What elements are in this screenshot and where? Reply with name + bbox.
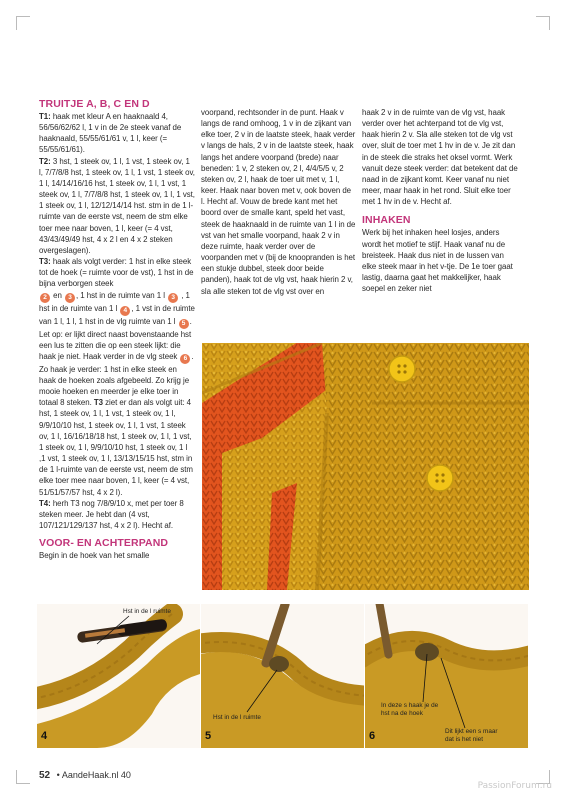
photo-number: 6: [369, 730, 376, 742]
paragraph-voorpand: voorpand, rechtsonder in de punt. Haak v langs de rand omhoog, 1 v in de zijkant van elke toer, 2 v in de laatste steek, haak verder v langs de hals, 2 v in de laatste steek, haak langs het andere voorpand (brede) naar beneden: 1 v, 2 steken ov, 2 l, 4/4/5/5 v, 2 steken ov, 2 l, haak de toer uit met v, 1 l, keer. Haak naar boven met v, ook boven de l. Hecht af. Vouw de brede kant met het boord over de smalle kant, speld het vast, steek de haaknaald in de ruimte van 1 l in de vst van het smalle voorpand, haak 2 v in deze ruimte, haak verder over de voorpanden met v (bij de knoopranden is het een stukje dubbel, steek door beide panden), haak tot de vlg vst, haak hierin 2 v, sla alle steken tot de vlg vst over en: [201, 108, 356, 296]
paragraph-voorpand-start: Begin in de hoek van het smalle: [39, 551, 150, 561]
photo-caption: Hst in de l ruimte: [213, 714, 261, 721]
step-badge: 3: [168, 293, 178, 303]
step-badge: 3: [65, 293, 75, 303]
step-photo-6: [365, 604, 528, 748]
crochet-fabric-illustration: [202, 343, 529, 590]
instruction-t3: T3: haak als volgt verder: 1 hst in elke steek tot de hoek (= ruimte voor de vst), 1 hst in de bijna verborgen steek 2 en 3 , 1 hst in de ruimte van 1 l 3 , 1 hst in de ruimte van 1 l 4 , 1 vst in de ruimte van 1 l, 1 l, 1 hst in de vlg ruimte van 1 l 5 . Let op: er lijkt direct naast bovenstaande hst een lus te zitten die op een steek lijkt: die haak je niet. Haak verder in de vlg steek 6 . Zo haak je verder: 1 hst in elke steek en haak de hoeken zoals afgebeeld. Zo krijg je mooie hoeken en meerder je elke toer in totaal 8 steken. T3 ziet er dan als volgt uit: 4 hst, 1 steek ov, 1 l, 1 vst, 1 steek ov, 1 l, 9/9/10/10 hst, 1 steek ov, 1 l, 1 vst, 1 steek ov, 1 l, 16/16/18/18 hst, 1 steek ov, 1 l, 1 vst, 1 steek ov, 1 l, 9/9/10/10 hst, 1 steek ov, 1 l ,1 vst, 1 steek ov, 1 l, 13/13/15/15 hst, stm in de 1 l-ruimte van de eerste vst, neem de stm elke toer mee naar boven, 1 l, keer (= 4 vst, 51/51/57/57 hst, 4 x 2 l).: [39, 257, 195, 497]
photo-number: 4: [41, 730, 48, 742]
step-badge: 5: [179, 319, 189, 329]
text-column-3: [362, 107, 520, 294]
step-badge: 2: [40, 293, 50, 303]
sweater-closeup-photo: [202, 343, 529, 590]
paragraph-inhaken: Werk bij het inhaken heel losjes, anders wordt het motief te stijf. Haak vanaf nu de breisteek. Haak dus niet in de lussen van elke steek maar in het v-tje. De 1e toer gaat lastig, daarna gaat het makkelijker, haak soepel en zeker niet: [362, 228, 513, 294]
text-column-2: [201, 107, 356, 297]
instruction-t2: T2: 3 hst, 1 steek ov, 1 l, 1 vst, 1 steek ov, 1 l, 7/7/8/8 hst, 1 steek ov, 1 l, 1 vst, 1 steek ov, 1 l, 14/14/16/16 hst, 1 steek ov, 1 l, 1 vst, 1 steek ov, 1 l, 7/7/8/8 hst, 1 steek ov, 1 l, 1 vst, 1 steek ov, 1 l, 12/12/14/14 hst. stm in de 1 l-ruimte van de eerste vst, neem de stm elke toer mee naar boven, 1 l, keer (= 4 vst, 43/43/49/49 hst, 4 x 2 l en 4 x 2 steken overgeslagen).: [39, 156, 195, 255]
button-yellow: [427, 465, 453, 491]
crop-mark: [536, 16, 550, 30]
pointer-lines: [405, 644, 495, 734]
watermark: PassionForum.ru: [477, 781, 552, 791]
photo-caption: Hst in de l ruimte: [123, 608, 171, 615]
text-column-1: [39, 98, 195, 561]
section-heading-truitje: TRUITJE A, B, C EN D: [39, 98, 150, 110]
pointer-line: [93, 614, 133, 648]
crop-mark: [16, 770, 30, 784]
pointer-line: [241, 666, 281, 716]
photo-caption: Dit lijkt een s maar dat is het niet: [445, 728, 498, 743]
instruction-t4: T4: herh T3 nog 7/8/9/10 x, met per toer 8 steken meer. Je hebt dan (4 vst, 107/121/129/137 hst, 4 x 2 l). Hecht af.: [39, 498, 184, 530]
crochet-hook-illustration: [201, 604, 364, 748]
crop-mark: [16, 16, 30, 30]
step-photo-5: [201, 604, 364, 748]
step-photo-4: [37, 604, 200, 748]
photo-number: 5: [205, 730, 212, 742]
page-number: 52: [39, 770, 51, 781]
step-badge: 6: [180, 354, 190, 364]
magazine-name: AandeHaak.nl 40: [61, 770, 131, 780]
section-heading-inhaken: INHAKEN: [362, 214, 411, 227]
footer-bullet: •: [56, 770, 60, 780]
page-footer: [39, 770, 131, 781]
photo-caption: In deze s haak je de hst na de hoek: [381, 702, 439, 717]
button-yellow: [389, 356, 415, 382]
instruction-t1: T1: haak met kleur A en haaknaald 4, 56/56/62/62 l, 1 v in de 2e steek vanaf de haaknaald, 55/55/61/61 v, 1 l, keer (= 55/55/61/61).: [39, 112, 182, 155]
step-badge: 4: [120, 306, 130, 316]
section-heading-voor-achterpand: VOOR- EN ACHTERPAND: [39, 537, 169, 550]
paragraph-achterpand: haak 2 v in de ruimte van de vlg vst, haak verder over het achterpand tot de vlg vst, haak hierin 2 v. Sla alle steken tot de vlg vst over, sluit de toer met 1 hv in de v. Je zit dan in de steek die straks het oksel vormt. Werk vanuit deze steek verder: dat betekent dat de naad in de zijkant komt. Keer vanaf nu niet meer, maar haak in het rond. Sluit elke toer met 1 hv in de v. Hecht af.: [362, 108, 518, 207]
